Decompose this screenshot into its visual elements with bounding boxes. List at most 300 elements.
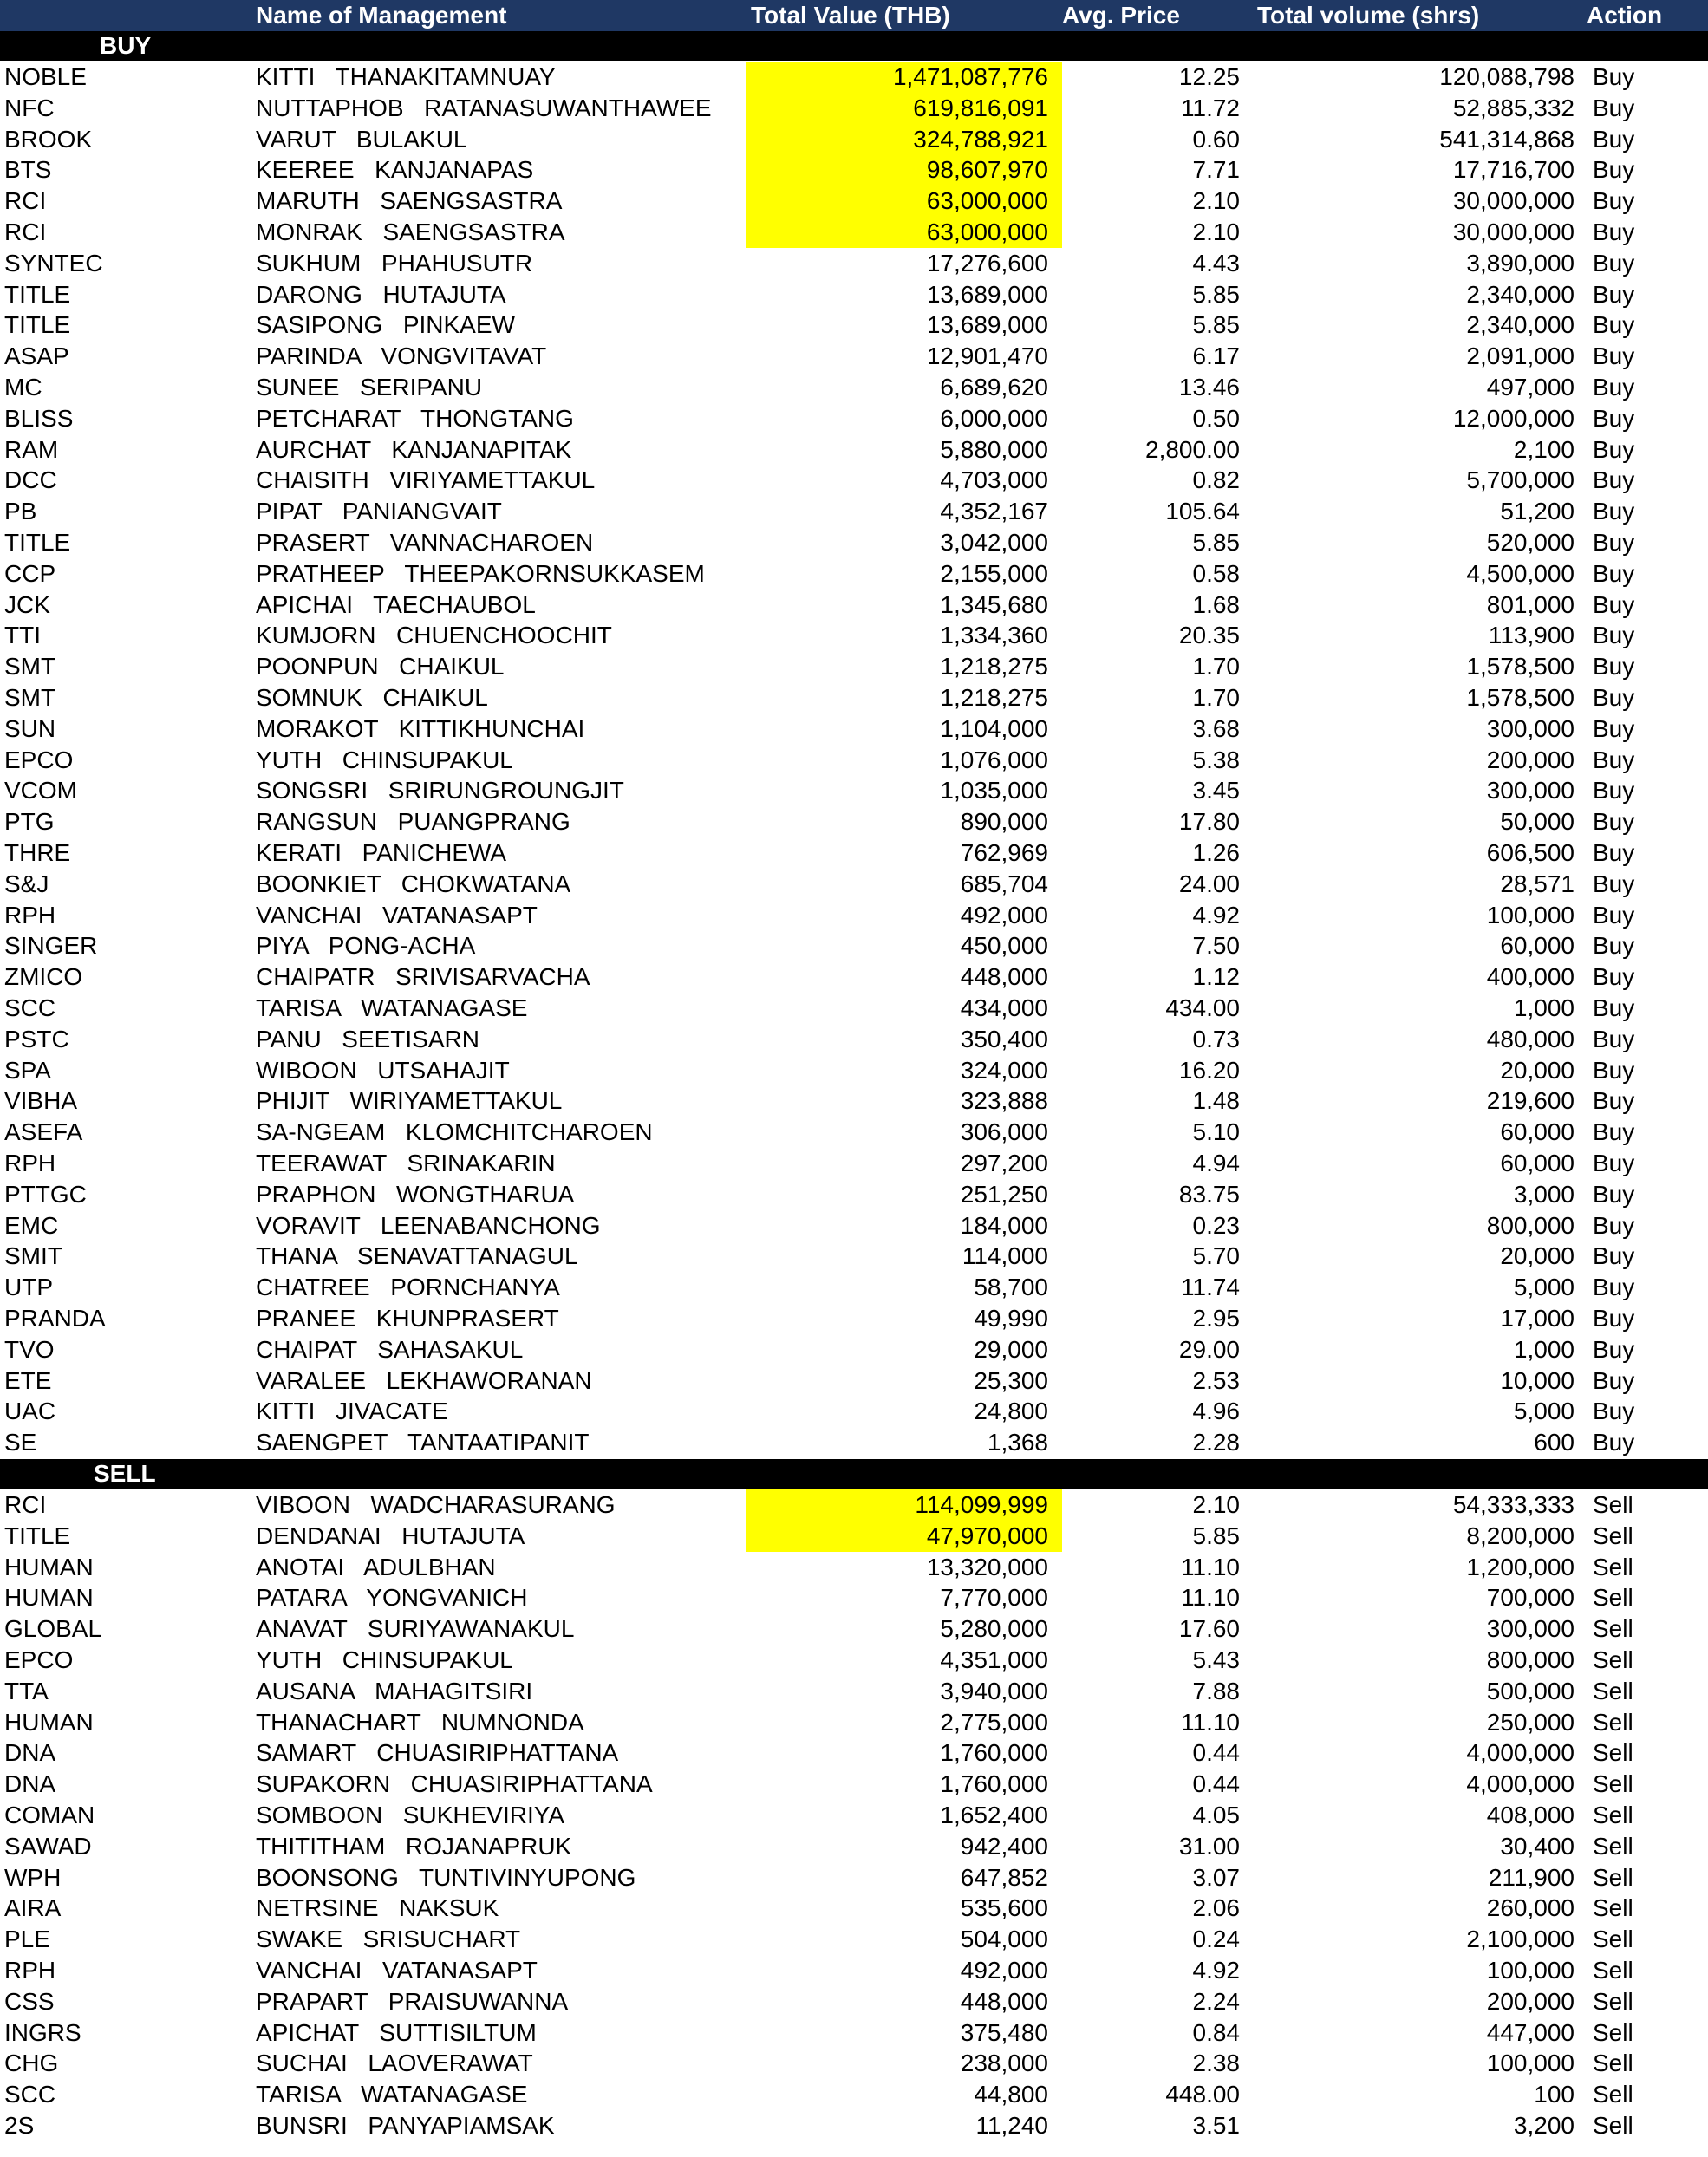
action: Buy xyxy=(1593,684,1635,711)
table-row xyxy=(0,1707,1708,1738)
management-name: TARISA WATANAGASE xyxy=(256,2081,528,2108)
stock-symbol: PSTC xyxy=(4,1025,69,1052)
stock-symbol: TITLE xyxy=(4,1522,71,1549)
total-value: 619,816,091 xyxy=(746,93,1062,124)
stock-symbol: SMT xyxy=(4,684,56,711)
total-value: 4,703,000 xyxy=(940,466,1048,494)
avg-price: 2.06 xyxy=(1192,1894,1240,1922)
table-row xyxy=(0,837,1708,869)
stock-symbol: BTS xyxy=(4,156,52,184)
total-volume: 520,000 xyxy=(1486,529,1574,556)
total-volume: 5,700,000 xyxy=(1466,466,1574,494)
total-value: 450,000 xyxy=(960,932,1048,960)
avg-price: 0.24 xyxy=(1192,1926,1240,1953)
avg-price: 2.24 xyxy=(1192,1987,1240,2015)
table-row xyxy=(0,496,1708,527)
avg-price: 5.43 xyxy=(1192,1646,1240,1673)
table-row xyxy=(0,279,1708,310)
management-name: WIBOON UTSAHAJIT xyxy=(256,1056,510,1084)
total-value: 6,000,000 xyxy=(940,404,1048,432)
action: Sell xyxy=(1593,1770,1633,1798)
stock-symbol: PTTGC xyxy=(4,1180,87,1208)
total-volume: 300,000 xyxy=(1486,714,1574,742)
total-volume: 17,000 xyxy=(1500,1305,1574,1332)
total-volume: 51,200 xyxy=(1500,498,1574,525)
stock-symbol: SPA xyxy=(4,1056,51,1084)
stock-symbol: RPH xyxy=(4,901,56,929)
total-value: 1,334,360 xyxy=(940,622,1048,649)
management-name: KITTI THANAKITAMNUAY xyxy=(256,63,556,90)
total-value: 114,099,999 xyxy=(746,1489,1062,1521)
stock-symbol: UTP xyxy=(4,1274,53,1301)
total-value: 238,000 xyxy=(960,2049,1048,2077)
stock-symbol: TITLE xyxy=(4,311,71,339)
table-row xyxy=(0,1862,1708,1893)
total-value: 49,990 xyxy=(974,1305,1048,1332)
total-volume: 260,000 xyxy=(1486,1894,1574,1922)
avg-price: 7.50 xyxy=(1192,932,1240,960)
avg-price: 1.12 xyxy=(1192,963,1240,991)
total-volume: 211,900 xyxy=(1488,1863,1574,1891)
total-volume: 30,000,000 xyxy=(1452,218,1574,245)
total-value: 44,800 xyxy=(974,2081,1048,2108)
action: Buy xyxy=(1593,1429,1635,1456)
total-value: 1,368 xyxy=(987,1429,1048,1456)
avg-price: 4.92 xyxy=(1192,1957,1240,1984)
total-volume: 120,088,798 xyxy=(1439,63,1574,90)
action: Buy xyxy=(1593,1305,1635,1332)
avg-price: 2.53 xyxy=(1192,1366,1240,1394)
stock-symbol: HUMAN xyxy=(4,1584,94,1612)
stock-symbol: CCP xyxy=(4,559,56,587)
action: Buy xyxy=(1593,994,1635,1021)
total-value: 114,000 xyxy=(962,1242,1048,1270)
management-name: MONRAK SAENGSASTRA xyxy=(256,218,565,245)
total-value: 434,000 xyxy=(960,994,1048,1021)
management-name: MARUTH SAENGSASTRA xyxy=(256,187,563,215)
action: Buy xyxy=(1593,1242,1635,1270)
avg-price: 11.10 xyxy=(1181,1584,1240,1612)
total-volume: 2,100,000 xyxy=(1466,1926,1574,1953)
action: Sell xyxy=(1593,1832,1633,1860)
stock-symbol: RCI xyxy=(4,1491,47,1518)
total-value: 17,276,600 xyxy=(926,249,1048,277)
management-name: SASIPONG PINKAEW xyxy=(256,311,515,339)
management-name: KEEREE KANJANAPAS xyxy=(256,156,534,184)
total-value: 324,000 xyxy=(960,1056,1048,1084)
total-value: 375,480 xyxy=(960,2018,1048,2046)
table-row xyxy=(0,341,1708,372)
action: Sell xyxy=(1593,2081,1633,2108)
avg-price: 1.68 xyxy=(1192,590,1240,618)
management-name: PIPAT PANIANGVAIT xyxy=(256,498,502,525)
management-name: SUNEE SERIPANU xyxy=(256,374,483,401)
table-row xyxy=(0,217,1708,248)
action: Buy xyxy=(1593,1180,1635,1208)
action: Sell xyxy=(1593,1739,1633,1767)
total-value: 323,888 xyxy=(960,1087,1048,1115)
stock-symbol: ASAP xyxy=(4,342,69,370)
avg-price: 5.10 xyxy=(1192,1118,1240,1146)
avg-price: 2.10 xyxy=(1192,1491,1240,1518)
stock-symbol: PRANDA xyxy=(4,1305,106,1332)
table-row xyxy=(0,1645,1708,1676)
action: Buy xyxy=(1593,1087,1635,1115)
total-value: 4,352,167 xyxy=(940,498,1048,525)
table-row xyxy=(0,1365,1708,1397)
stock-symbol: NFC xyxy=(4,94,55,121)
total-volume: 100 xyxy=(1534,2081,1574,2108)
action: Buy xyxy=(1593,1211,1635,1239)
total-volume: 100,000 xyxy=(1486,2049,1574,2077)
total-value: 184,000 xyxy=(960,1211,1048,1239)
table-row xyxy=(0,2079,1708,2110)
stock-symbol: VCOM xyxy=(4,777,77,805)
total-volume: 4,500,000 xyxy=(1466,559,1574,587)
avg-price: 0.60 xyxy=(1192,125,1240,153)
total-value: 890,000 xyxy=(960,808,1048,836)
stock-symbol: EPCO xyxy=(4,746,74,773)
stock-symbol: RCI xyxy=(4,218,47,245)
avg-price: 4.94 xyxy=(1192,1150,1240,1176)
action: Sell xyxy=(1593,1553,1633,1580)
total-volume: 300,000 xyxy=(1486,777,1574,805)
avg-price: 3.68 xyxy=(1192,714,1240,742)
total-volume: 801,000 xyxy=(1486,590,1574,618)
action: Sell xyxy=(1593,2049,1633,2077)
avg-price: 11.72 xyxy=(1181,94,1240,121)
action: Buy xyxy=(1593,901,1635,929)
table-row xyxy=(0,527,1708,558)
total-value: 535,600 xyxy=(960,1894,1048,1922)
table-row xyxy=(0,745,1708,776)
total-value: 1,104,000 xyxy=(940,714,1048,742)
table-row xyxy=(0,1179,1708,1210)
avg-price: 13.46 xyxy=(1178,374,1240,401)
total-volume: 606,500 xyxy=(1486,839,1574,866)
total-volume: 1,000 xyxy=(1513,1335,1574,1363)
total-value: 6,689,620 xyxy=(940,374,1048,401)
table-row xyxy=(0,1521,1708,1552)
table-row xyxy=(0,248,1708,279)
action: Buy xyxy=(1593,1335,1635,1363)
management-name: PATARA YONGVANICH xyxy=(256,1584,528,1612)
total-value: 13,689,000 xyxy=(926,280,1048,308)
table-row xyxy=(0,806,1708,837)
total-volume: 400,000 xyxy=(1486,963,1574,991)
action: Buy xyxy=(1593,1366,1635,1394)
management-name: PRAPHON WONGTHARUA xyxy=(256,1180,575,1208)
action: Sell xyxy=(1593,1987,1633,2015)
management-name: VIBOON WADCHARASURANG xyxy=(256,1491,616,1518)
total-volume: 3,200 xyxy=(1513,2112,1574,2139)
stock-symbol: RAM xyxy=(4,435,59,463)
total-value: 12,901,470 xyxy=(926,342,1048,370)
total-value: 1,035,000 xyxy=(940,777,1048,805)
total-volume: 8,200,000 xyxy=(1466,1522,1574,1549)
total-volume: 2,340,000 xyxy=(1466,280,1574,308)
table-row xyxy=(0,682,1708,714)
stock-symbol: WPH xyxy=(4,1863,62,1891)
table-row xyxy=(0,403,1708,434)
action: Sell xyxy=(1593,1863,1633,1891)
management-name: APICHAI TAECHAUBOL xyxy=(256,590,536,618)
table-row xyxy=(0,651,1708,682)
management-name: SAMART CHUASIRIPHATTANA xyxy=(256,1739,619,1767)
management-name: PRASERT VANNACHAROEN xyxy=(256,529,594,556)
total-volume: 300,000 xyxy=(1486,1615,1574,1643)
avg-price: 0.23 xyxy=(1192,1211,1240,1239)
total-value: 1,345,680 xyxy=(940,590,1048,618)
buy-section-label: BUY xyxy=(100,32,152,59)
stock-symbol: RPH xyxy=(4,1150,56,1176)
action: Buy xyxy=(1593,218,1635,245)
avg-price: 4.43 xyxy=(1192,249,1240,277)
avg-price: 83.75 xyxy=(1178,1180,1240,1208)
total-volume: 100,000 xyxy=(1486,901,1574,929)
action: Buy xyxy=(1593,529,1635,556)
action: Buy xyxy=(1593,498,1635,525)
action: Buy xyxy=(1593,1025,1635,1052)
avg-price: 11.74 xyxy=(1181,1274,1240,1301)
avg-price: 3.51 xyxy=(1192,2112,1240,2139)
table-row xyxy=(0,930,1708,961)
table-row xyxy=(0,1303,1708,1334)
table-row xyxy=(0,1831,1708,1862)
table-row xyxy=(0,1769,1708,1800)
stock-symbol: TTI xyxy=(4,622,41,649)
stock-symbol: SINGER xyxy=(4,932,98,960)
management-name: THANA SENAVATTANAGUL xyxy=(256,1242,578,1270)
table-row xyxy=(0,1210,1708,1241)
management-name: SUKHUM PHAHUSUTR xyxy=(256,249,533,277)
table-row xyxy=(0,775,1708,806)
table-row xyxy=(0,1334,1708,1365)
total-volume: 200,000 xyxy=(1486,746,1574,773)
stock-symbol: SMIT xyxy=(4,1242,62,1270)
table-row xyxy=(0,1272,1708,1303)
stock-symbol: S&J xyxy=(4,870,49,897)
avg-price: 16.20 xyxy=(1178,1056,1240,1084)
action: Sell xyxy=(1593,1677,1633,1704)
action: Buy xyxy=(1593,466,1635,494)
management-name: VANCHAI VATANASAPT xyxy=(256,1957,538,1984)
total-volume: 50,000 xyxy=(1500,808,1574,836)
stock-symbol: BROOK xyxy=(4,125,93,153)
total-volume: 408,000 xyxy=(1486,1802,1574,1828)
header-name-of-management: Name of Management xyxy=(256,2,507,29)
table-row xyxy=(0,620,1708,651)
avg-price: 105.64 xyxy=(1165,498,1240,525)
table-row xyxy=(0,124,1708,155)
management-name: SUCHAI LAOVERAWAT xyxy=(256,2049,533,2077)
table-row xyxy=(0,714,1708,745)
total-volume: 480,000 xyxy=(1486,1025,1574,1052)
action: Buy xyxy=(1593,808,1635,836)
buy-section-header xyxy=(0,31,1708,61)
sell-section-label: SELL xyxy=(94,1460,156,1487)
total-volume: 447,000 xyxy=(1486,2018,1574,2046)
management-name: DARONG HUTAJUTA xyxy=(256,280,506,308)
management-name: BOONSONG TUNTIVINYUPONG xyxy=(256,1863,636,1891)
action: Buy xyxy=(1593,94,1635,121)
total-volume: 30,400 xyxy=(1500,1832,1574,1860)
stock-symbol: ASEFA xyxy=(4,1118,83,1146)
management-name: PARINDA VONGVITAVAT xyxy=(256,342,547,370)
header-total-value: Total Value (THB) xyxy=(751,2,950,29)
total-volume: 1,200,000 xyxy=(1466,1553,1574,1580)
table-row xyxy=(0,465,1708,496)
sell-section-header xyxy=(0,1459,1708,1489)
action: Buy xyxy=(1593,1056,1635,1084)
avg-price: 448.00 xyxy=(1165,2081,1240,2108)
stock-symbol: RCI xyxy=(4,187,47,215)
avg-price: 11.10 xyxy=(1181,1708,1240,1736)
total-volume: 100,000 xyxy=(1486,1957,1574,1984)
total-value: 7,770,000 xyxy=(940,1584,1048,1612)
total-value: 3,042,000 xyxy=(940,529,1048,556)
stock-symbol: JCK xyxy=(4,590,50,618)
avg-price: 1.70 xyxy=(1192,653,1240,681)
total-value: 11,240 xyxy=(975,2112,1048,2139)
avg-price: 20.35 xyxy=(1178,622,1240,649)
total-value: 1,652,400 xyxy=(940,1802,1048,1828)
stock-symbol: ETE xyxy=(4,1366,52,1394)
action: Buy xyxy=(1593,311,1635,339)
total-value: 63,000,000 xyxy=(746,186,1062,217)
table-row xyxy=(0,1085,1708,1117)
management-name: KERATI PANICHEWA xyxy=(256,839,507,866)
total-volume: 113,900 xyxy=(1488,622,1574,649)
action: Sell xyxy=(1593,2018,1633,2046)
table-row xyxy=(0,1024,1708,1055)
total-volume: 30,000,000 xyxy=(1452,187,1574,215)
total-volume: 3,000 xyxy=(1513,1180,1574,1208)
action: Buy xyxy=(1593,622,1635,649)
stock-symbol: SMT xyxy=(4,653,56,681)
management-name: SOMBOON SUKHEVIRIYA xyxy=(256,1802,564,1828)
total-volume: 541,314,868 xyxy=(1439,125,1574,153)
action: Sell xyxy=(1593,1646,1633,1673)
management-name: TARISA WATANAGASE xyxy=(256,994,528,1021)
avg-price: 0.73 xyxy=(1192,1025,1240,1052)
management-name: ANOTAI ADULBHAN xyxy=(256,1553,496,1580)
stock-symbol: EPCO xyxy=(4,1646,74,1673)
table-row xyxy=(0,1955,1708,1986)
avg-price: 24.00 xyxy=(1178,870,1240,897)
table-row xyxy=(0,1582,1708,1613)
management-name: MORAKOT KITTIKHUNCHAI xyxy=(256,714,585,742)
action: Sell xyxy=(1593,1957,1633,1984)
total-value: 63,000,000 xyxy=(746,217,1062,248)
stock-symbol: GLOBAL xyxy=(4,1615,102,1643)
table-row xyxy=(0,1552,1708,1583)
avg-price: 29.00 xyxy=(1178,1335,1240,1363)
table-row xyxy=(0,2110,1708,2141)
avg-price: 0.84 xyxy=(1192,2018,1240,2046)
total-volume: 28,571 xyxy=(1500,870,1574,897)
action: Buy xyxy=(1593,870,1635,897)
total-value: 29,000 xyxy=(974,1335,1048,1363)
total-volume: 2,100 xyxy=(1513,435,1574,463)
table-row xyxy=(0,590,1708,621)
stock-symbol: SCC xyxy=(4,994,56,1021)
management-name: APICHAT SUTTISILTUM xyxy=(256,2018,537,2046)
table-row xyxy=(0,186,1708,217)
avg-price: 1.26 xyxy=(1192,839,1240,866)
total-value: 1,760,000 xyxy=(940,1739,1048,1767)
total-volume: 700,000 xyxy=(1486,1584,1574,1612)
stock-symbol: 2S xyxy=(4,2112,35,2139)
avg-price: 434.00 xyxy=(1165,994,1240,1021)
avg-price: 5.70 xyxy=(1192,1242,1240,1270)
avg-price: 2.10 xyxy=(1192,218,1240,245)
table-row xyxy=(0,434,1708,466)
total-value: 1,760,000 xyxy=(940,1770,1048,1798)
total-value: 4,351,000 xyxy=(940,1646,1048,1673)
total-volume: 4,000,000 xyxy=(1466,1739,1574,1767)
avg-price: 0.50 xyxy=(1192,404,1240,432)
stock-symbol: DCC xyxy=(4,466,57,494)
table-row xyxy=(0,62,1708,93)
management-name: THANACHART NUMNONDA xyxy=(256,1708,584,1736)
action: Buy xyxy=(1593,714,1635,742)
avg-price: 1.48 xyxy=(1192,1087,1240,1115)
table-row xyxy=(0,93,1708,124)
total-volume: 200,000 xyxy=(1486,1987,1574,2015)
stock-symbol: SCC xyxy=(4,2081,56,2108)
management-name: SA-NGEAM KLOMCHITCHAROEN xyxy=(256,1118,653,1146)
action: Buy xyxy=(1593,653,1635,681)
action: Buy xyxy=(1593,404,1635,432)
action: Buy xyxy=(1593,590,1635,618)
table-row xyxy=(0,1148,1708,1179)
management-name: BOONKIET CHOKWATANA xyxy=(256,870,571,897)
total-volume: 20,000 xyxy=(1500,1056,1574,1084)
stock-symbol: UAC xyxy=(4,1398,56,1425)
total-volume: 219,600 xyxy=(1486,1087,1574,1115)
stock-symbol: TITLE xyxy=(4,280,71,308)
table-row xyxy=(0,900,1708,931)
stock-symbol: SAWAD xyxy=(4,1832,92,1860)
action: Buy xyxy=(1593,63,1635,90)
avg-price: 6.17 xyxy=(1192,342,1240,370)
management-name: VARALEE LEKHAWORANAN xyxy=(256,1366,592,1394)
management-name: YUTH CHINSUPAKUL xyxy=(256,746,513,773)
table-row xyxy=(0,869,1708,900)
management-name: SONGSRI SRIRUNGROUNGJIT xyxy=(256,777,624,805)
total-value: 13,320,000 xyxy=(926,1553,1048,1580)
stock-symbol: NOBLE xyxy=(4,63,87,90)
total-volume: 5,000 xyxy=(1513,1274,1574,1301)
avg-price: 0.58 xyxy=(1192,559,1240,587)
table-row xyxy=(0,1986,1708,2017)
action: Buy xyxy=(1593,839,1635,866)
total-value: 5,880,000 xyxy=(940,435,1048,463)
table-row xyxy=(0,1676,1708,1707)
action: Sell xyxy=(1593,1584,1633,1612)
table-row xyxy=(0,310,1708,341)
management-name: SAENGPET TANTAATIPANIT xyxy=(256,1429,590,1456)
avg-price: 5.85 xyxy=(1192,1522,1240,1549)
total-volume: 10,000 xyxy=(1500,1366,1574,1394)
stock-symbol: COMAN xyxy=(4,1802,95,1828)
total-value: 297,200 xyxy=(960,1150,1048,1176)
table-row xyxy=(0,372,1708,403)
stock-symbol: CHG xyxy=(4,2049,59,2077)
table-row xyxy=(0,1489,1708,1521)
action: Buy xyxy=(1593,559,1635,587)
